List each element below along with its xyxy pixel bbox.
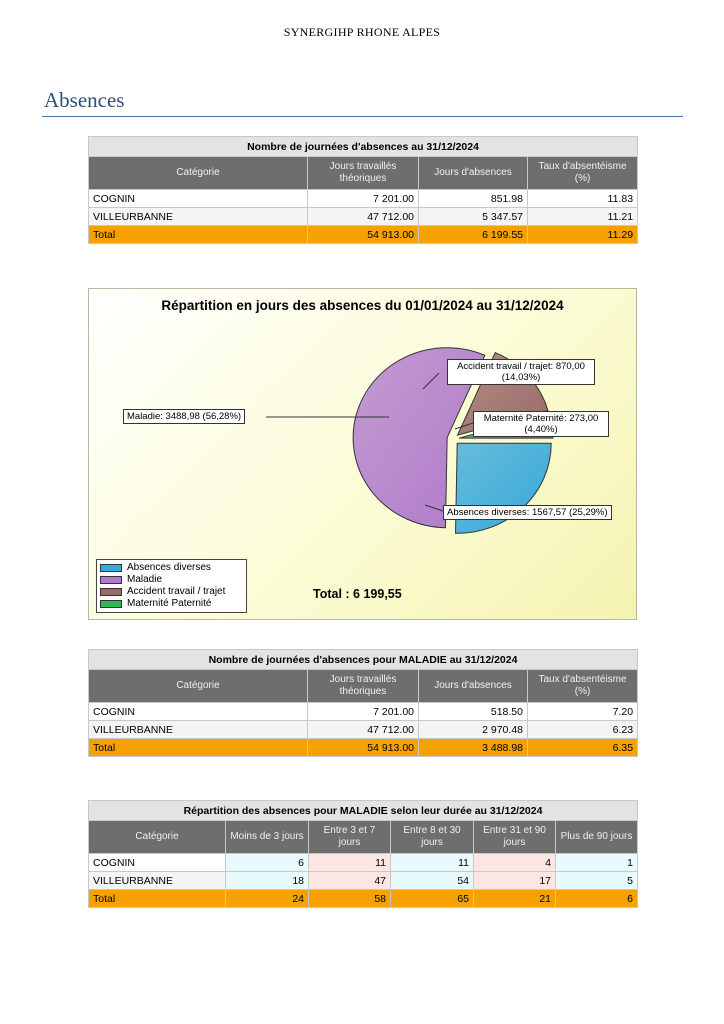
column-header-absence-rate: Taux d'absentéisme (%) [528, 670, 638, 703]
table-row [89, 190, 638, 208]
table-cell: 7.20 [528, 703, 638, 721]
organization-header: SYNERGIHP RHONE ALPES [283, 25, 441, 39]
legend-label: Maladie [127, 574, 163, 585]
column-header-absence-days: Jours d'absences [419, 157, 528, 190]
table-cell: VILLEURBANNE [89, 872, 226, 890]
legend-label: Accident travail / trajet [127, 586, 226, 597]
chart-legend [96, 559, 247, 613]
table-cell: 21 [474, 890, 556, 908]
legend-item [100, 562, 243, 574]
table-row [89, 854, 638, 872]
table-cell: 11.29 [528, 226, 638, 244]
table-cell: 3 488.98 [419, 739, 528, 757]
table-cell: 65 [391, 890, 474, 908]
table-cell: 5 347.57 [419, 208, 528, 226]
table-cell: 58 [309, 890, 391, 908]
maladie-absences-table [88, 649, 638, 757]
table-cell: 11 [309, 854, 391, 872]
table-cell: 7 201.00 [308, 190, 419, 208]
table-cell: 11 [391, 854, 474, 872]
table-cell: 17 [474, 872, 556, 890]
table-cell: 18 [226, 872, 309, 890]
legend-item [100, 574, 243, 586]
table-cell: 54 [391, 872, 474, 890]
table-cell: 6 [556, 890, 638, 908]
table-cell: 7 201.00 [308, 703, 419, 721]
column-header-over-90-days: Plus de 90 jours [556, 821, 638, 854]
table-row [89, 703, 638, 721]
column-header-absence-rate: Taux d'absentéisme (%) [528, 157, 638, 190]
column-header-category: Catégorie [89, 670, 308, 703]
slice-label-accident: Accident travail / trajet: 870,00 (14,03%) [447, 359, 595, 385]
column-header-category: Catégorie [89, 157, 308, 190]
table-cell: 11.83 [528, 190, 638, 208]
legend-swatch [100, 588, 122, 596]
table-cell: VILLEURBANNE [89, 721, 308, 739]
table-cell: 6 199.55 [419, 226, 528, 244]
table-cell: 851.98 [419, 190, 528, 208]
column-header-under-3-days: Moins de 3 jours [226, 821, 309, 854]
chart-title: Répartition en jours des absences du 01/01/2024 au 31/12/2024 [161, 298, 564, 313]
table-cell: 518.50 [419, 703, 528, 721]
legend-item [100, 598, 243, 610]
table-cell: 11.21 [528, 208, 638, 226]
table-caption: Répartition des absences pour MALADIE selon leur durée au 31/12/2024 [89, 801, 638, 821]
table-row [89, 721, 638, 739]
table-cell: 2 970.48 [419, 721, 528, 739]
table-cell: Total [89, 226, 308, 244]
table-cell: 6.35 [528, 739, 638, 757]
legend-swatch [100, 564, 122, 572]
column-header-category: Catégorie [89, 821, 226, 854]
table-caption: Nombre de journées d'absences pour MALADIE au 31/12/2024 [89, 650, 638, 670]
legend-swatch [100, 600, 122, 608]
table-cell: Total [89, 739, 308, 757]
absence-distribution-chart [88, 288, 637, 620]
table-cell: 54 913.00 [308, 739, 419, 757]
absences-table [88, 136, 638, 244]
slice-label-absences-diverses: Absences diverses: 1567,57 (25,29%) [443, 505, 612, 520]
table-row [89, 872, 638, 890]
slice-label-maladie: Maladie: 3488,98 (56,28%) [123, 409, 245, 424]
table-cell: 4 [474, 854, 556, 872]
table-cell: 6.23 [528, 721, 638, 739]
table-cell: VILLEURBANNE [89, 208, 308, 226]
table-cell: 47 712.00 [308, 208, 419, 226]
column-header-theoretical-days: Jours travaillés théoriques [308, 670, 419, 703]
column-header-8-to-30-days: Entre 8 et 30 jours [391, 821, 474, 854]
legend-label: Absences diverses [127, 562, 211, 573]
table-cell: 5 [556, 872, 638, 890]
table-cell: 47 [309, 872, 391, 890]
table-cell: COGNIN [89, 190, 308, 208]
legend-swatch [100, 576, 122, 584]
table-cell: 6 [226, 854, 309, 872]
legend-label: Maternité Paternité [127, 598, 212, 609]
table-cell: 1 [556, 854, 638, 872]
slice-label-maternite: Maternité Paternité: 273,00 (4,40%) [473, 411, 609, 437]
column-header-3-to-7-days: Entre 3 et 7 jours [309, 821, 391, 854]
column-header-theoretical-days: Jours travaillés théoriques [308, 157, 419, 190]
table-cell: 24 [226, 890, 309, 908]
table-cell: COGNIN [89, 703, 308, 721]
total-row [89, 890, 638, 908]
column-header-absence-days: Jours d'absences [419, 670, 528, 703]
table-cell: Total [89, 890, 226, 908]
table-caption: Nombre de journées d'absences au 31/12/2024 [89, 137, 638, 157]
table-cell: 47 712.00 [308, 721, 419, 739]
legend-item [100, 586, 243, 598]
column-header-31-to-90-days: Entre 31 et 90 jours [474, 821, 556, 854]
table-cell: COGNIN [89, 854, 226, 872]
total-row [89, 226, 638, 244]
total-row [89, 739, 638, 757]
section-title: Absences [44, 88, 125, 112]
section-divider [42, 116, 683, 117]
table-row [89, 208, 638, 226]
maladie-duration-table [88, 800, 638, 908]
chart-total-label: Total : 6 199,55 [313, 587, 402, 601]
table-cell: 54 913.00 [308, 226, 419, 244]
